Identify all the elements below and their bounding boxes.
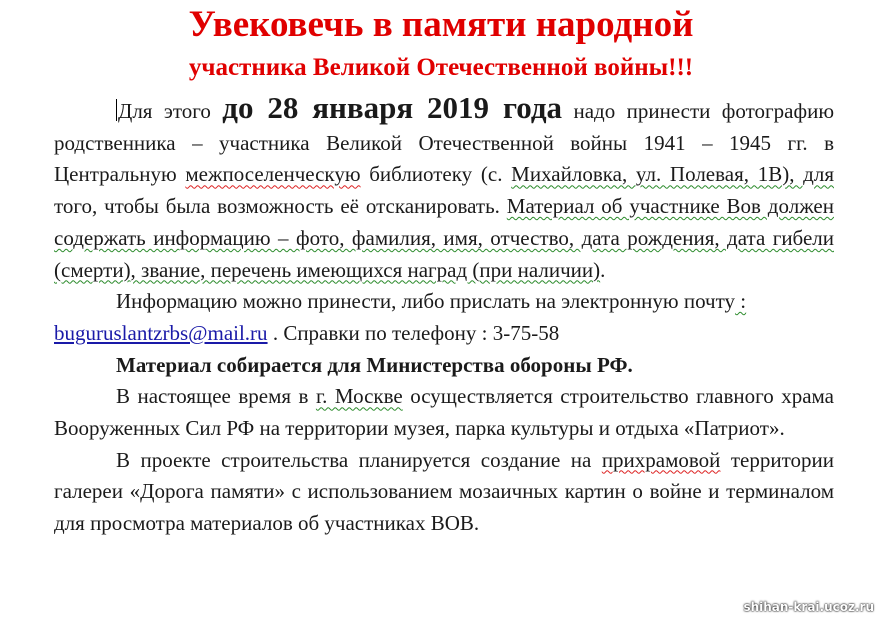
text-run: В настоящее время в [116, 384, 316, 409]
paragraph-instructions [54, 90, 835, 286]
document-body [54, 90, 835, 540]
text-run: Информацию можно принести, либо прислать на электронную почту [116, 289, 736, 314]
grammar-flagged-text: Михайловка, ул. Полевая, 1В), для [511, 162, 834, 187]
document-title: Увековечь в памяти народной [188, 4, 694, 45]
misspelled-word: межпоселенческую [185, 162, 361, 187]
text-run: В проекте строительства планируется создание на [116, 447, 602, 472]
text-run: Для этого [118, 99, 223, 123]
grammar-flagged-text: : [735, 289, 747, 314]
watermark: shihan-krai.ucoz.ru [743, 600, 874, 614]
paragraph-ministry: Материал собирается для Министерства обороны РФ. [116, 352, 633, 377]
paragraph-construction [54, 381, 834, 444]
text-run: надо принести фотографию родственника – участника Великой Отечественной войны 1941 – 1945 гг. в Центральную [54, 99, 835, 187]
deadline-text: до 28 января 2019 года [222, 90, 563, 125]
text-cursor [116, 99, 117, 121]
text-run: . [600, 257, 606, 282]
grammar-flagged-text: Материал об участнике Вов должен содержать информацию – фото, фамилия, имя, отчество, дата рождения, дата гибели (смерти), звание, перечень имеющихся наград (при наличии) [54, 194, 834, 282]
document-subtitle: участника Великой Отечественной войны!!! [188, 54, 694, 81]
text-run: библиотеку (с. [360, 162, 512, 187]
text-run: территории галереи «Дорога памяти» с использованием мозаичных картин о войне и терминалом для просмотра материалов об участниках ВОВ. [54, 447, 834, 536]
grammar-flagged-text: г. Москве [315, 384, 403, 409]
paragraph-contacts [54, 286, 834, 349]
phone-text: . Справки по телефону : 3-75-58 [267, 320, 560, 345]
text-run: того, чтобы была возможность её отсканировать. [54, 194, 507, 219]
misspelled-word: прихрамовой [601, 447, 721, 472]
text-run: осуществляется строительство главного храма Вооруженных Сил РФ на территории музея, парка культуры и отдыха «Патриот». [54, 384, 834, 441]
paragraph-gallery [54, 445, 834, 540]
email-link[interactable]: buguruslantzrbs@mail.ru [54, 320, 268, 345]
